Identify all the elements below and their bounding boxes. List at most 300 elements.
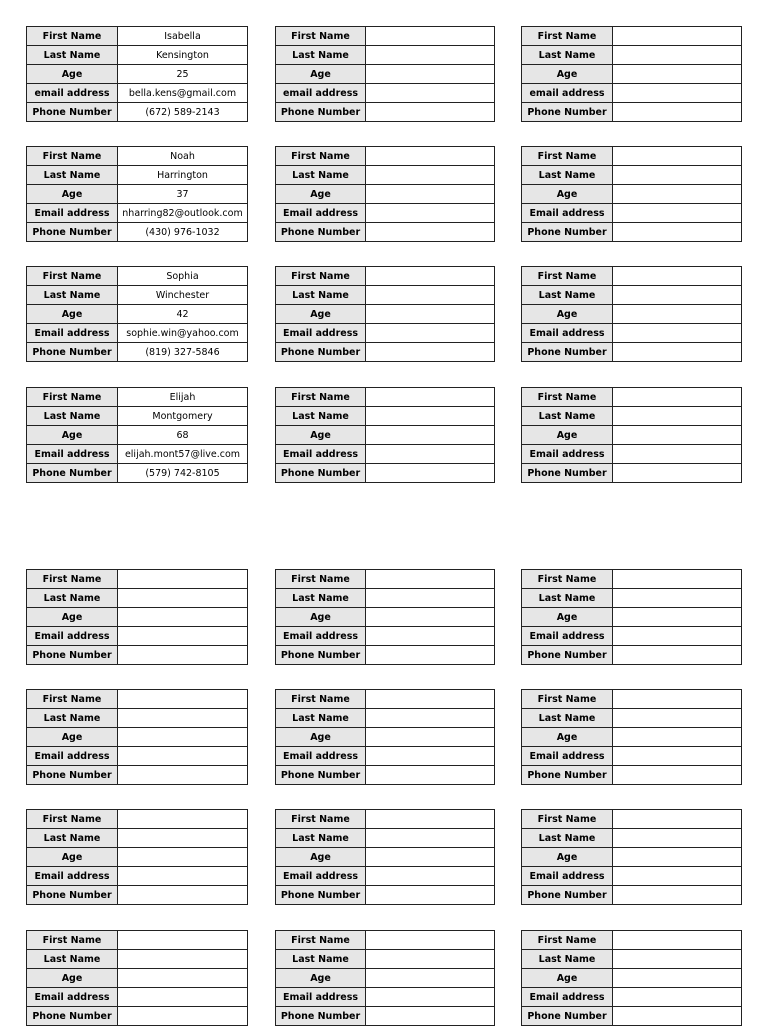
contact-card — [26, 809, 248, 905]
phone-number-row — [522, 343, 742, 362]
first-name-row — [522, 147, 742, 166]
email-address-label: Email address — [522, 445, 613, 464]
first-name-row — [276, 147, 495, 166]
email-address-row — [522, 747, 742, 766]
last-name-row — [522, 950, 742, 969]
first-name-label: First Name — [522, 690, 613, 709]
first-name-value — [118, 810, 248, 829]
phone-number-value — [613, 103, 742, 122]
phone-number-label: Phone Number — [522, 646, 613, 665]
last-name-value — [613, 166, 742, 185]
phone-number-label: Phone Number — [276, 766, 366, 785]
email-address-row — [276, 627, 495, 646]
last-name-label: Last Name — [276, 166, 366, 185]
email-address-value — [613, 747, 742, 766]
contact-card — [26, 146, 248, 242]
age-row — [276, 185, 495, 204]
age-row — [522, 185, 742, 204]
contact-card — [275, 266, 495, 362]
email-address-value — [118, 627, 248, 646]
age-value — [613, 969, 742, 988]
email-address-value — [613, 445, 742, 464]
last-name-label: Last Name — [27, 829, 118, 848]
email-address-label: Email address — [522, 204, 613, 223]
first-name-label: First Name — [522, 570, 613, 589]
phone-number-row — [27, 1007, 248, 1026]
age-row — [27, 305, 248, 324]
phone-number-row — [27, 103, 248, 122]
phone-number-label: Phone Number — [27, 1007, 118, 1026]
last-name-label: Last Name — [522, 286, 613, 305]
email-address-row — [276, 445, 495, 464]
email-address-value — [613, 204, 742, 223]
age-row — [522, 65, 742, 84]
email-address-value — [118, 988, 248, 1007]
last-name-row — [522, 829, 742, 848]
last-name-value — [613, 46, 742, 65]
phone-number-value — [613, 646, 742, 665]
phone-number-label: Phone Number — [27, 766, 118, 785]
last-name-row — [27, 166, 248, 185]
age-value — [118, 969, 248, 988]
last-name-value — [366, 286, 495, 305]
phone-number-row — [27, 886, 248, 905]
email-address-value — [366, 445, 495, 464]
email-address-label: Email address — [27, 747, 118, 766]
age-row — [276, 848, 495, 867]
email-address-label: Email address — [522, 867, 613, 886]
email-address-label: Email address — [276, 324, 366, 343]
last-name-value — [366, 46, 495, 65]
age-row — [522, 848, 742, 867]
first-name-row — [27, 147, 248, 166]
age-value — [366, 728, 495, 747]
first-name-label: First Name — [27, 810, 118, 829]
phone-number-value: (430) 976-1032 — [118, 223, 248, 242]
first-name-value — [613, 267, 742, 286]
last-name-value — [613, 286, 742, 305]
last-name-value — [366, 407, 495, 426]
phone-number-value — [613, 343, 742, 362]
email-address-value — [613, 988, 742, 1007]
last-name-value — [613, 950, 742, 969]
first-name-row — [522, 267, 742, 286]
email-address-label: Email address — [27, 204, 118, 223]
email-address-row — [27, 204, 248, 223]
phone-number-row — [522, 646, 742, 665]
first-name-value — [366, 388, 495, 407]
age-label: Age — [522, 305, 613, 324]
last-name-row — [276, 709, 495, 728]
phone-number-row — [276, 103, 495, 122]
last-name-value — [366, 950, 495, 969]
first-name-label: First Name — [276, 690, 366, 709]
age-label: Age — [522, 969, 613, 988]
first-name-value — [613, 388, 742, 407]
last-name-row — [522, 46, 742, 65]
last-name-label: Last Name — [276, 709, 366, 728]
phone-number-label: Phone Number — [522, 766, 613, 785]
age-value — [613, 728, 742, 747]
last-name-row — [27, 950, 248, 969]
email-address-value — [366, 324, 495, 343]
phone-number-value — [118, 766, 248, 785]
age-label: Age — [27, 426, 118, 445]
last-name-label: Last Name — [27, 46, 118, 65]
phone-number-value — [366, 464, 495, 483]
email-address-row — [27, 627, 248, 646]
age-value: 37 — [118, 185, 248, 204]
last-name-value — [118, 589, 248, 608]
phone-number-row — [27, 766, 248, 785]
age-label: Age — [522, 848, 613, 867]
last-name-label: Last Name — [276, 589, 366, 608]
phone-number-value — [613, 766, 742, 785]
phone-number-label: Phone Number — [522, 343, 613, 362]
age-row — [276, 728, 495, 747]
email-address-row — [522, 627, 742, 646]
last-name-value — [613, 829, 742, 848]
email-address-label: Email address — [522, 747, 613, 766]
email-address-row — [27, 324, 248, 343]
email-address-value — [118, 867, 248, 886]
age-label: Age — [27, 185, 118, 204]
first-name-value — [366, 690, 495, 709]
last-name-value: Harrington — [118, 166, 248, 185]
email-address-value — [613, 627, 742, 646]
first-name-row — [276, 27, 495, 46]
age-label: Age — [276, 848, 366, 867]
first-name-row — [276, 931, 495, 950]
phone-number-label: Phone Number — [522, 464, 613, 483]
last-name-row — [27, 46, 248, 65]
last-name-value — [613, 407, 742, 426]
email-address-value — [366, 747, 495, 766]
phone-number-label: Phone Number — [276, 646, 366, 665]
last-name-row — [276, 407, 495, 426]
phone-number-label: Phone Number — [276, 103, 366, 122]
age-label: Age — [522, 426, 613, 445]
first-name-value — [613, 931, 742, 950]
email-address-value — [366, 867, 495, 886]
last-name-label: Last Name — [27, 950, 118, 969]
last-name-value — [366, 589, 495, 608]
first-name-row — [27, 267, 248, 286]
age-row — [27, 426, 248, 445]
last-name-row — [276, 950, 495, 969]
first-name-row — [276, 388, 495, 407]
phone-number-label: Phone Number — [522, 223, 613, 242]
first-name-value — [613, 810, 742, 829]
phone-number-label: Phone Number — [27, 886, 118, 905]
email-address-value — [366, 204, 495, 223]
age-label: Age — [276, 426, 366, 445]
last-name-label: Last Name — [522, 46, 613, 65]
contact-card — [521, 26, 742, 122]
phone-number-row — [522, 223, 742, 242]
phone-number-value — [366, 766, 495, 785]
phone-number-label: Phone Number — [27, 343, 118, 362]
first-name-value: Elijah — [118, 388, 248, 407]
last-name-value — [613, 589, 742, 608]
phone-number-label: Phone Number — [276, 223, 366, 242]
last-name-row — [522, 709, 742, 728]
phone-number-label: Phone Number — [522, 103, 613, 122]
email-address-row — [276, 84, 495, 103]
age-row — [27, 185, 248, 204]
last-name-label: Last Name — [276, 407, 366, 426]
last-name-label: Last Name — [276, 950, 366, 969]
phone-number-value: (819) 327-5846 — [118, 343, 248, 362]
phone-number-row — [522, 464, 742, 483]
phone-number-row — [522, 886, 742, 905]
last-name-row — [522, 589, 742, 608]
email-address-label: Email address — [27, 867, 118, 886]
last-name-label: Last Name — [276, 286, 366, 305]
age-label: Age — [27, 969, 118, 988]
first-name-row — [522, 570, 742, 589]
phone-number-label: Phone Number — [522, 886, 613, 905]
phone-number-label: Phone Number — [276, 343, 366, 362]
age-label: Age — [522, 65, 613, 84]
contact-card — [26, 930, 248, 1026]
age-label: Age — [27, 65, 118, 84]
age-value — [118, 848, 248, 867]
first-name-row — [276, 267, 495, 286]
age-label: Age — [276, 728, 366, 747]
age-row — [522, 608, 742, 627]
age-row — [27, 608, 248, 627]
first-name-value — [613, 570, 742, 589]
phone-number-row — [27, 646, 248, 665]
contact-card — [521, 569, 742, 665]
age-label: Age — [27, 608, 118, 627]
last-name-row — [276, 829, 495, 848]
phone-number-row — [522, 103, 742, 122]
first-name-label: First Name — [276, 267, 366, 286]
first-name-row — [276, 810, 495, 829]
phone-number-value — [613, 464, 742, 483]
email-address-value: bella.kens@gmail.com — [118, 84, 248, 103]
first-name-label: First Name — [522, 931, 613, 950]
phone-number-value — [613, 1007, 742, 1026]
email-address-label: email address — [276, 84, 366, 103]
email-address-value — [613, 867, 742, 886]
email-address-value: elijah.mont57@live.com — [118, 445, 248, 464]
first-name-label: First Name — [522, 810, 613, 829]
email-address-value — [613, 84, 742, 103]
phone-number-value — [613, 886, 742, 905]
phone-number-value: (672) 589-2143 — [118, 103, 248, 122]
age-row — [276, 969, 495, 988]
email-address-label: Email address — [27, 324, 118, 343]
email-address-row — [27, 988, 248, 1007]
email-address-value — [613, 324, 742, 343]
phone-number-row — [27, 343, 248, 362]
first-name-label: First Name — [276, 570, 366, 589]
first-name-value — [118, 690, 248, 709]
last-name-label: Last Name — [27, 166, 118, 185]
first-name-row — [27, 388, 248, 407]
first-name-value — [366, 147, 495, 166]
email-address-row — [522, 988, 742, 1007]
age-label: Age — [27, 848, 118, 867]
phone-number-row — [276, 223, 495, 242]
contact-card — [26, 266, 248, 362]
phone-number-row — [276, 343, 495, 362]
last-name-label: Last Name — [27, 589, 118, 608]
age-row — [276, 65, 495, 84]
email-address-row — [27, 445, 248, 464]
first-name-label: First Name — [27, 27, 118, 46]
last-name-row — [27, 407, 248, 426]
first-name-label: First Name — [522, 267, 613, 286]
first-name-value: Noah — [118, 147, 248, 166]
last-name-row — [276, 286, 495, 305]
phone-number-label: Phone Number — [27, 464, 118, 483]
email-address-row — [276, 204, 495, 223]
age-value — [366, 969, 495, 988]
last-name-row — [276, 46, 495, 65]
last-name-row — [276, 589, 495, 608]
first-name-value — [118, 570, 248, 589]
contact-card — [275, 26, 495, 122]
first-name-row — [27, 810, 248, 829]
first-name-value — [613, 27, 742, 46]
email-address-row — [276, 324, 495, 343]
age-value — [613, 65, 742, 84]
email-address-label: Email address — [522, 627, 613, 646]
first-name-row — [27, 690, 248, 709]
email-address-label: email address — [522, 84, 613, 103]
phone-number-value — [366, 1007, 495, 1026]
age-value — [118, 608, 248, 627]
last-name-label: Last Name — [27, 407, 118, 426]
first-name-row — [27, 931, 248, 950]
age-value — [366, 305, 495, 324]
contact-card — [521, 689, 742, 785]
first-name-value — [366, 27, 495, 46]
email-address-row — [27, 747, 248, 766]
age-label: Age — [276, 969, 366, 988]
age-row — [27, 728, 248, 747]
age-value — [613, 608, 742, 627]
last-name-row — [27, 286, 248, 305]
last-name-row — [276, 166, 495, 185]
first-name-label: First Name — [27, 147, 118, 166]
email-address-row — [27, 84, 248, 103]
first-name-value — [613, 690, 742, 709]
age-value — [118, 728, 248, 747]
phone-number-label: Phone Number — [276, 1007, 366, 1026]
email-address-value: nharring82@outlook.com — [118, 204, 248, 223]
last-name-label: Last Name — [522, 829, 613, 848]
age-value: 68 — [118, 426, 248, 445]
age-value — [366, 185, 495, 204]
last-name-value: Kensington — [118, 46, 248, 65]
last-name-label: Last Name — [522, 709, 613, 728]
email-address-label: Email address — [276, 867, 366, 886]
age-label: Age — [276, 65, 366, 84]
phone-number-label: Phone Number — [27, 646, 118, 665]
first-name-label: First Name — [276, 931, 366, 950]
age-label: Age — [27, 728, 118, 747]
email-address-row — [276, 988, 495, 1007]
phone-number-label: Phone Number — [27, 223, 118, 242]
age-label: Age — [276, 185, 366, 204]
last-name-row — [27, 709, 248, 728]
last-name-label: Last Name — [27, 286, 118, 305]
last-name-value: Winchester — [118, 286, 248, 305]
phone-number-row — [27, 464, 248, 483]
email-address-row — [522, 324, 742, 343]
email-address-label: email address — [27, 84, 118, 103]
age-value — [366, 608, 495, 627]
age-label: Age — [276, 608, 366, 627]
phone-number-label: Phone Number — [27, 103, 118, 122]
first-name-row — [27, 570, 248, 589]
contact-card — [26, 387, 248, 483]
phone-number-row — [276, 464, 495, 483]
age-label: Age — [522, 185, 613, 204]
last-name-label: Last Name — [27, 709, 118, 728]
email-address-label: Email address — [522, 324, 613, 343]
phone-number-value — [118, 886, 248, 905]
last-name-value — [118, 950, 248, 969]
last-name-label: Last Name — [522, 407, 613, 426]
first-name-row — [276, 690, 495, 709]
phone-number-row — [276, 646, 495, 665]
first-name-label: First Name — [276, 27, 366, 46]
phone-number-label: Phone Number — [276, 464, 366, 483]
phone-number-value — [118, 1007, 248, 1026]
contact-card — [26, 569, 248, 665]
phone-number-value: (579) 742-8105 — [118, 464, 248, 483]
last-name-row — [522, 407, 742, 426]
first-name-value — [118, 931, 248, 950]
phone-number-row — [276, 886, 495, 905]
first-name-label: First Name — [27, 570, 118, 589]
last-name-label: Last Name — [522, 950, 613, 969]
last-name-label: Last Name — [276, 829, 366, 848]
phone-number-row — [276, 766, 495, 785]
first-name-value: Isabella — [118, 27, 248, 46]
phone-number-row — [27, 223, 248, 242]
first-name-value — [366, 267, 495, 286]
email-address-label: Email address — [276, 204, 366, 223]
first-name-label: First Name — [522, 27, 613, 46]
first-name-value — [366, 931, 495, 950]
first-name-label: First Name — [27, 388, 118, 407]
last-name-value — [366, 829, 495, 848]
last-name-value — [366, 166, 495, 185]
first-name-row — [522, 388, 742, 407]
age-row — [276, 305, 495, 324]
contact-card — [275, 569, 495, 665]
email-address-row — [276, 747, 495, 766]
first-name-label: First Name — [276, 388, 366, 407]
contact-card — [275, 930, 495, 1026]
age-row — [276, 608, 495, 627]
contact-card — [26, 26, 248, 122]
age-label: Age — [276, 305, 366, 324]
email-address-label: Email address — [276, 988, 366, 1007]
first-name-label: First Name — [522, 388, 613, 407]
last-name-value — [366, 709, 495, 728]
first-name-row — [522, 690, 742, 709]
first-name-value — [366, 570, 495, 589]
phone-number-value — [366, 343, 495, 362]
